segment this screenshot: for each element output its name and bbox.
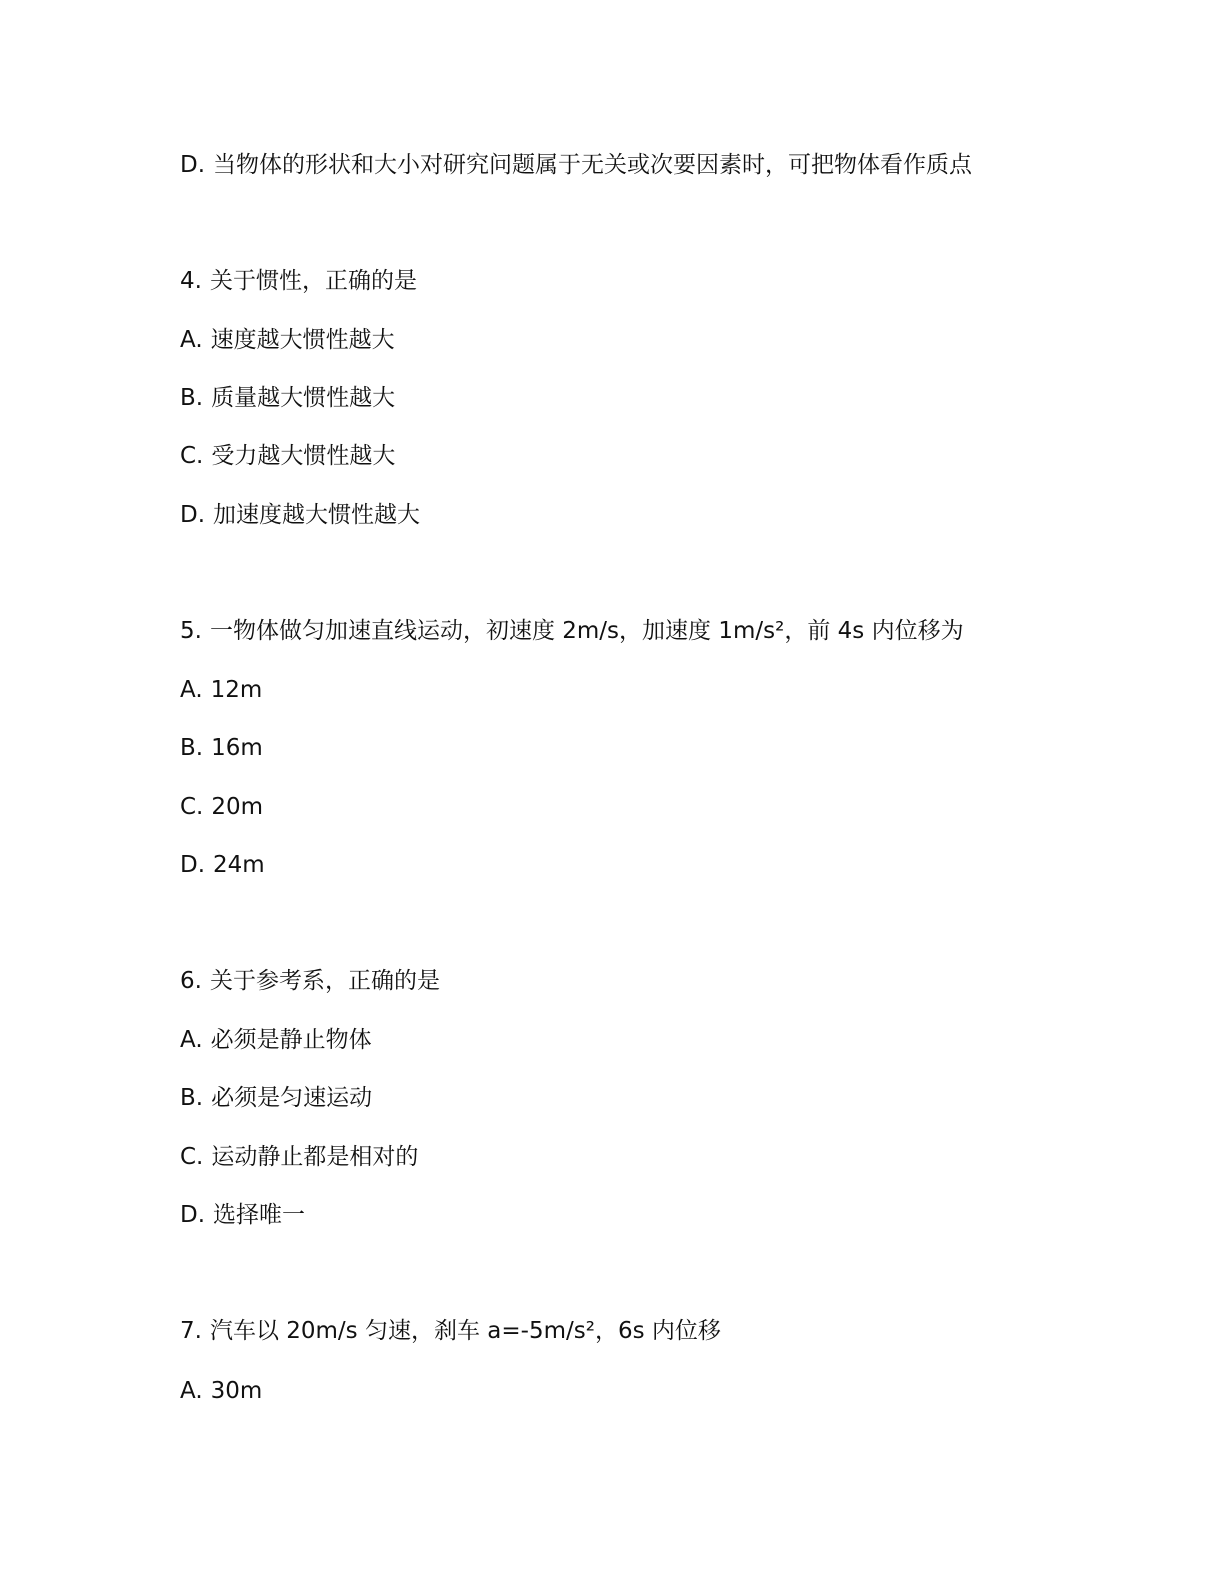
question-7 [180, 1316, 721, 1346]
option-label: B. [180, 735, 204, 761]
option-d-q3 [180, 150, 972, 180]
option-label: B. [180, 1085, 204, 1111]
option-c-q6 [180, 1142, 418, 1172]
option-text: 16m [211, 735, 263, 761]
option-d-q4 [180, 500, 420, 530]
option-a-q4 [180, 325, 395, 355]
option-text: 速度越大惯性越大 [210, 327, 395, 353]
question-6 [180, 966, 440, 996]
question-number: 6. [180, 968, 202, 994]
option-text: 必须是静止物体 [210, 1027, 372, 1053]
question-number: 7. [180, 1318, 202, 1344]
question-text: 汽车以 20m/s 匀速，刹车 a=-5m/s²，6s 内位移 [209, 1318, 721, 1344]
question-4 [180, 266, 417, 296]
option-d-q5 [180, 850, 265, 880]
option-text: 12m [210, 677, 263, 703]
option-text: 30m [210, 1378, 263, 1404]
option-label: C. [180, 794, 204, 820]
option-text: 24m [213, 852, 265, 878]
option-a-q5 [180, 675, 262, 705]
question-text: 关于参考系，正确的是 [209, 968, 440, 994]
option-c-q5 [180, 792, 263, 822]
option-label: C. [180, 443, 204, 469]
question-text: 一物体做匀加速直线运动，初速度 2m/s，加速度 1m/s²，前 4s 内位移为 [209, 618, 964, 644]
question-text: 关于惯性，正确的是 [209, 268, 417, 294]
option-a-q6 [180, 1025, 372, 1055]
option-c-q4 [180, 441, 395, 471]
option-label: B. [180, 385, 204, 411]
option-text: 20m [211, 794, 264, 820]
question-number: 4. [180, 268, 202, 294]
option-text: 质量越大惯性越大 [211, 385, 396, 411]
option-d-q6 [180, 1200, 305, 1230]
option-text: 加速度越大惯性越大 [213, 502, 421, 528]
option-label: D. [180, 502, 206, 528]
option-label: A. [180, 1378, 203, 1404]
option-b-q6 [180, 1083, 372, 1113]
option-label: A. [180, 1027, 203, 1053]
option-a-q7 [180, 1376, 262, 1406]
option-text: 当物体的形状和大小对研究问题属于无关或次要因素时，可把物体看作质点 [213, 152, 973, 178]
option-text: 受力越大惯性越大 [211, 443, 396, 469]
option-label: A. [180, 677, 203, 703]
option-label: D. [180, 1202, 206, 1228]
option-label: D. [180, 152, 206, 178]
option-b-q5 [180, 733, 263, 763]
option-label: A. [180, 327, 203, 353]
option-b-q4 [180, 383, 395, 413]
option-text: 选择唯一 [213, 1202, 306, 1228]
option-label: D. [180, 852, 206, 878]
option-text: 运动静止都是相对的 [211, 1144, 419, 1170]
question-number: 5. [180, 618, 202, 644]
option-text: 必须是匀速运动 [211, 1085, 373, 1111]
question-5 [180, 616, 964, 646]
option-label: C. [180, 1144, 204, 1170]
